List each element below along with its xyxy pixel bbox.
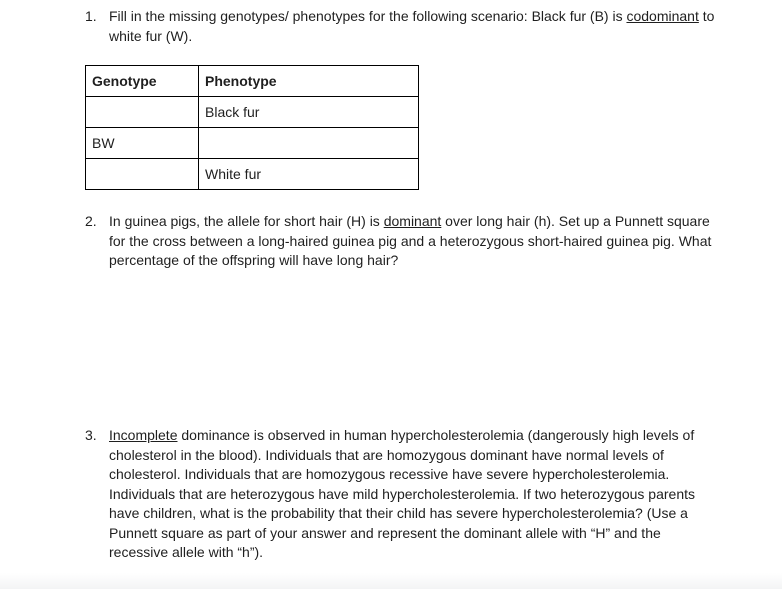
phenotype-cell: White fur xyxy=(199,159,419,190)
table-row xyxy=(86,159,419,190)
phenotype-cell xyxy=(199,128,419,159)
genotype-phenotype-table xyxy=(85,65,419,190)
genotype-cell xyxy=(86,97,199,128)
table-header-row xyxy=(86,66,419,97)
question-2-underlined-term: dominant xyxy=(383,213,442,229)
question-3-underlined-term: Incomplete xyxy=(109,427,178,443)
question-2-text-after: over long hair (h). Set up a Punnett square for the cross between a long-haired guinea pig and a heterozygous short-haired guinea pig. What percentage of the offspring will have long hair? xyxy=(109,213,712,268)
question-1-text-before: Fill in the missing genotypes/ phenotypes for the following scenario: Black fur (B) is xyxy=(109,8,627,24)
genotype-cell xyxy=(86,159,199,190)
genotype-cell: BW xyxy=(86,128,199,159)
question-3-text xyxy=(109,426,715,563)
phenotype-cell: Black fur xyxy=(199,97,419,128)
question-3-number: 3. xyxy=(85,427,97,443)
page-bottom-edge xyxy=(0,573,782,589)
table-row xyxy=(86,128,419,159)
question-1-underlined-term: codominant xyxy=(626,8,699,24)
header-phenotype: Phenotype xyxy=(199,66,419,97)
question-1-text xyxy=(109,7,715,46)
header-genotype: Genotype xyxy=(86,66,199,97)
question-2-number: 2. xyxy=(85,213,97,229)
question-3-text-after: dominance is observed in human hypercholesterolemia (dangerously high levels of cholesterol in the blood). Individuals that are homozygous dominant have normal levels of cholesterol. Individuals that are homozygous recessive have severe hypercholesterolemia. Individuals that are heterozygous have mild hypercholesterolemia. If two heterozygous parents have children, what is the probability that their child has severe hypercholesterolemia? (Use a Punnett square as part of your answer and represent the dominant allele with “H” and the recessive allele with “h”). xyxy=(109,427,695,560)
question-2-text-before: In guinea pigs, the allele for short hair (H) is xyxy=(109,213,384,229)
question-2 xyxy=(85,212,715,271)
question-3 xyxy=(85,426,715,563)
question-1-number: 1. xyxy=(85,8,97,24)
question-2-text xyxy=(109,212,715,271)
question-1 xyxy=(85,7,715,46)
question-1-text-after: to white fur (W). xyxy=(109,8,715,44)
table-row xyxy=(86,97,419,128)
